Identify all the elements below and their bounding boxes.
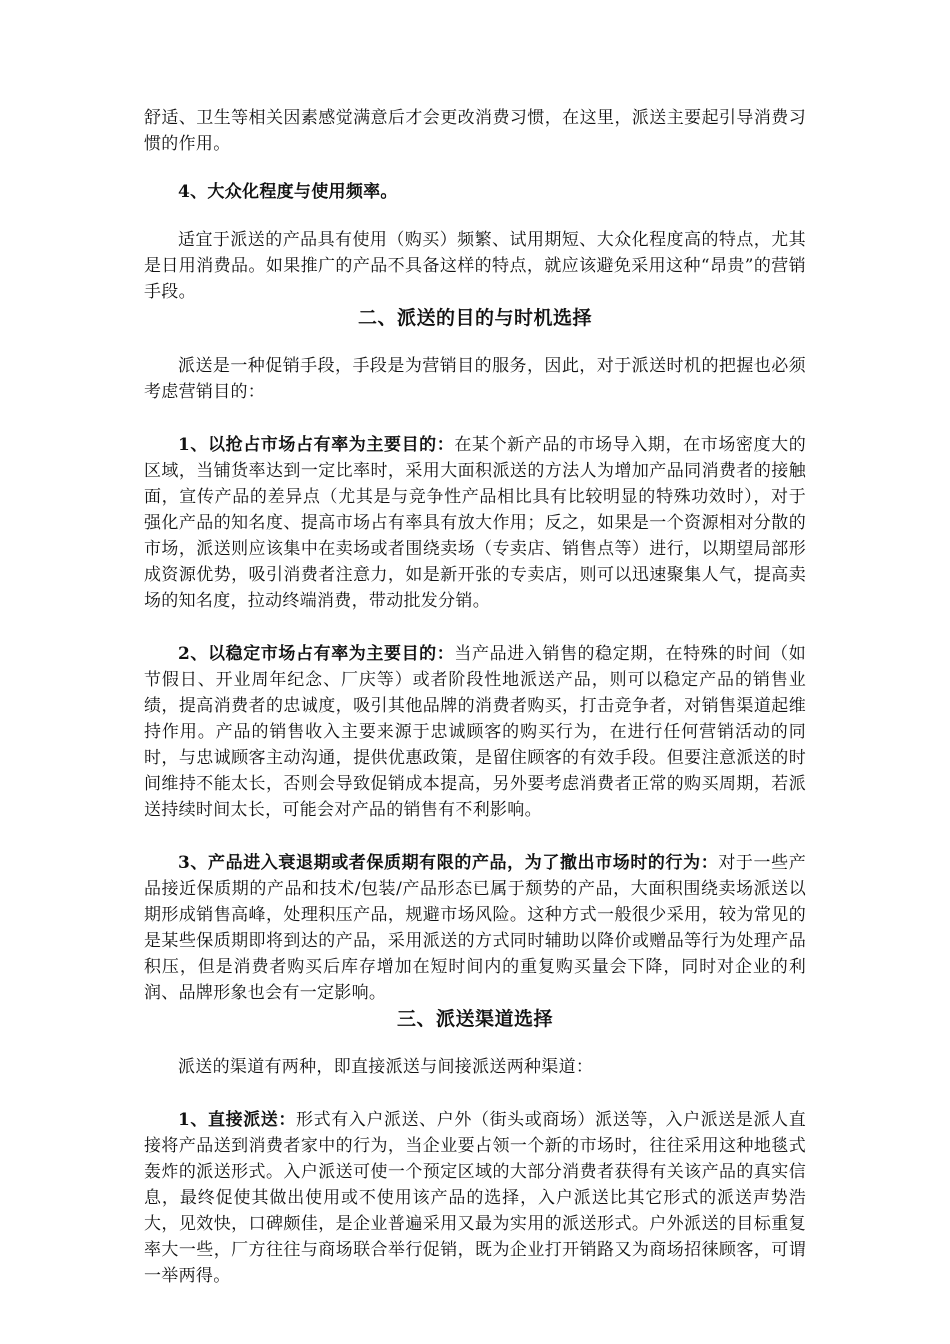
item-label: 2、以稳定市场占有率为主要目的： — [178, 644, 455, 664]
item-text: 当产品进入销售的稳定期，在特殊的时间（如节假日、开业周年纪念、厂庆等）或者阶段性地派送产品，则可以稳定产品的销售业绩，提高消费者的忠诚度，吸引其他品牌的消费者购买，打击竞争者，对销售渠道起维持作用。产品的销售收入主要来源于忠诚顾客的购买行为，在进行任何营销活动的同时，与忠诚顾客主动沟通，提供优惠政策，是留住顾客的有效手段。但要注意派送的时间维持不能太长，否则会导致促销成本提高，另外要考虑消费者正常的购买周期，若派送持续时间太长，可能会对产品的销售有不利影响。 — [144, 644, 806, 820]
paragraph-section2-item3 — [144, 850, 806, 1006]
section-heading-2: 二、派送的目的与时机选择 — [357, 307, 592, 329]
paragraph-section3-intro: 派送的渠道有两种，即直接派送与间接派送两种渠道： — [178, 1057, 594, 1077]
item-label: 1、以抢占市场占有率为主要目的： — [178, 435, 455, 455]
paragraph-continuation: 舒适、卫生等相关因素感觉满意后才会更改消费习惯，在这里，派送主要起引导消费习惯的作用。 — [144, 108, 806, 154]
paragraph-section2-intro: 派送是一种促销手段，手段是为营销目的服务，因此，对于派送时机的把握也必须考虑营销目的： — [144, 356, 806, 402]
section-heading-3: 三、派送渠道选择 — [396, 1008, 553, 1030]
subheading-4: 4、大众化程度与使用频率。 — [178, 182, 398, 202]
paragraph-section2-item2 — [144, 641, 806, 823]
paragraph-section3-item1 — [144, 1107, 806, 1289]
paragraph-sub4: 适宜于派送的产品具有使用（购买）频繁、试用期短、大众化程度高的特点，尤其是日用消费品。如果推广的产品不具备这样的特点，就应该避免采用这种“昂贵”的营销手段。 — [144, 230, 806, 302]
item-text: 形式有入户派送、户外（街头或商场）派送等，入户派送是派人直接将产品送到消费者家中的行为，当企业要占领一个新的市场时，往往采用这种地毯式轰炸的派送形式。入户派送可使一个预定区域的大部分消费者获得有关该产品的真实信息，最终促使其做出使用或不使用该产品的选择，入户派送比其它形式的派送声势浩大，见效快，口碑颇佳，是企业普遍采用又最为实用的派送形式。户外派送的目标重复率大一些，厂方往往与商场联合举行促销，既为企业打开销路又为商场招徕顾客，可谓一举两得。 — [144, 1110, 807, 1286]
item-text: 在某个新产品的市场导入期，在市场密度大的区域，当铺货率达到一定比率时，采用大面积派送的方法人为增加产品同消费者的接触面，宣传产品的差异点（尤其是与竞争性产品相比具有比较明显的特殊功效时），对于强化产品的知名度、提高市场占有率具有放大作用；反之，如果是一个资源相对分散的市场，派送则应该集中在卖场或者围绕卖场（专卖店、销售点等）进行，以期望局部形成资源优势，吸引消费者注意力，如是新开张的专卖店，则可以迅速聚集人气，提高卖场的知名度，拉动终端消费，带动批发分销。 — [144, 435, 806, 611]
item-label: 1、直接派送： — [178, 1110, 297, 1130]
item-text: 对于一些产品接近保质期的产品和技术/包装/产品形态已属于颓势的产品，大面积围绕卖场派送以期形成销售高峰，处理积压产品，规避市场风险。这种方式一般很少采用，较为常见的是某些保质期即将到达的产品，采用派送的方式同时辅助以降价或赠品等行为处理产品积压，但是消费者购买后库存增加在短时间内的重复购买量会下降，同时对企业的利润、品牌形象也会有一定影响。 — [144, 853, 806, 1003]
paragraph-section2-item1 — [144, 432, 806, 614]
item-label: 3、产品进入衰退期或者保质期有限的产品，为了撤出市场时的行为： — [178, 853, 719, 873]
